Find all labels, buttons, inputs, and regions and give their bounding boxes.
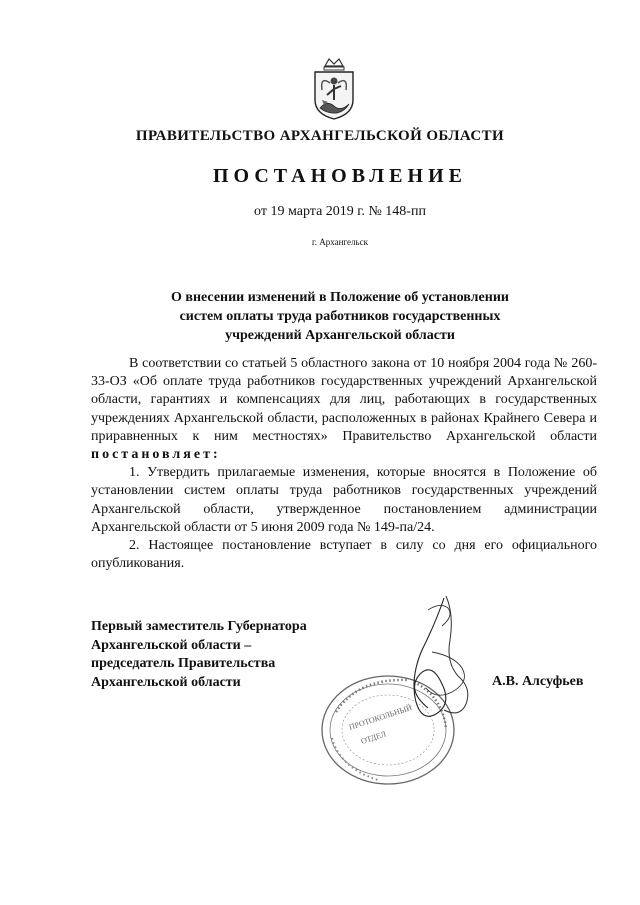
signer-name: А.В. Алсуфьев xyxy=(492,674,584,689)
document-place: г. Архангельск xyxy=(312,237,368,247)
document-date-number: от 19 марта 2019 г. № 148-пп xyxy=(254,204,426,219)
decree-word: постановляет: xyxy=(91,447,221,463)
stamp-text-line: ПРОТОКОЛЬНЫЙ xyxy=(347,703,414,732)
document-heading xyxy=(120,288,560,345)
signer-title-line: председатель Правительства xyxy=(91,656,276,672)
item-2-paragraph: 2. Настоящее постановление вступает в силу со дня его официального опубликования. xyxy=(91,538,597,572)
signer-title-line: Архангельской области xyxy=(91,674,241,690)
heading-line: учреждений Архангельской области xyxy=(225,328,455,343)
preamble-paragraph xyxy=(91,355,597,464)
signer-title-line: Первый заместитель Губернатора xyxy=(91,619,307,634)
heading-line: систем оплаты труда работников государственных xyxy=(179,309,501,324)
item-1-paragraph: 1. Утвердить прилагаемые изменения, которые вносятся в Положение об установлении систем оплаты труда работников государственных учреждений Архангельской области, утвержденное постановлением администрации Архангельской области от 5 июня 2009 года № 149-па/24. xyxy=(91,465,597,535)
heading-line: О внесении изменений в Положение об установлении xyxy=(171,290,509,305)
preamble-text: В соответствии со статьей 5 областного закона от 10 ноября 2004 года № 260-33-ОЗ «Об оплате труда работников государственных учреждений Архангельской области, гарантиях и компенсациях для лиц, работающих в государственных учреждениях Архангельской области, расположенных в районах Крайнего Севера и приравненных к ним местностях» Правительство Архангельской области xyxy=(91,356,597,444)
coat-of-arms-icon xyxy=(303,56,365,122)
document-body xyxy=(91,355,597,573)
stamp-text-line: ОТДЕЛ xyxy=(359,729,388,746)
organization-title: ПРАВИТЕЛЬСТВО АРХАНГЕЛЬСКОЙ ОБЛАСТИ xyxy=(135,128,505,144)
signer-title-line: Архангельской области – xyxy=(91,637,252,653)
document-kind: ПОСТАНОВЛЕНИЕ xyxy=(213,165,467,187)
handwritten-signature xyxy=(392,592,482,732)
